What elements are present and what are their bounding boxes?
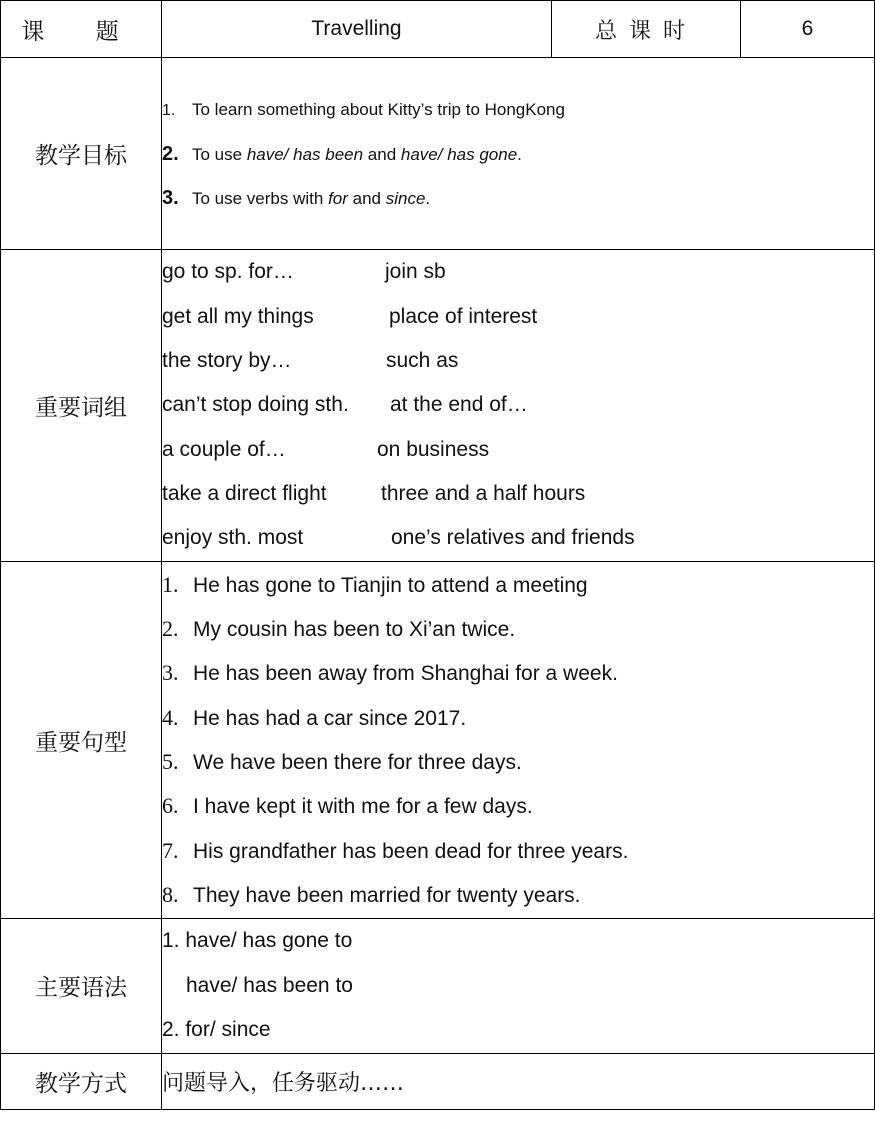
sentence-item: 2. My cousin has been to Xi’an twice. xyxy=(162,616,516,642)
sentence-item: 3. He has been away from Shanghai for a week. xyxy=(162,660,618,686)
sentences-label: 重要句型 xyxy=(1,562,162,919)
grammar-row xyxy=(1,919,875,1054)
grammar-line: 2. for/ since xyxy=(162,1018,271,1041)
phrase-pair: get all my things place of interest xyxy=(162,304,538,328)
grammar-content xyxy=(162,919,875,1054)
phrase-pair: can’t stop doing sth. at the end of… xyxy=(162,393,528,417)
sentence-item: 5. We have been there for three days. xyxy=(162,749,522,774)
method-row xyxy=(1,1053,875,1109)
sentence-item: 8. They have been married for twenty years. xyxy=(162,881,581,907)
total-hours-value: 6 xyxy=(741,1,875,58)
topic-label: 课 题 xyxy=(1,1,162,58)
objective-item: 1. To learn something about Kitty’s trip to HongKong xyxy=(162,99,565,119)
phrase-pair: take a direct flight three and a half hours xyxy=(162,481,586,505)
total-hours-label: 总课时 xyxy=(552,1,741,58)
sentence-item: 1. He has gone to Tianjin to attend a meeting xyxy=(162,571,588,597)
method-label: 教学方式 xyxy=(1,1053,162,1109)
grammar-line: 1. have/ has gone to xyxy=(162,929,353,952)
sentence-item: 7. His grandfather has been dead for three years. xyxy=(162,837,629,863)
method-value: 问题导入，任务驱动…… xyxy=(162,1053,875,1109)
objectives-row xyxy=(1,58,875,250)
objectives-label: 教学目标 xyxy=(1,58,162,250)
header-row xyxy=(1,1,875,58)
sentences-row xyxy=(1,562,875,919)
sentences-content xyxy=(162,562,875,919)
phrases-label: 重要词组 xyxy=(1,250,162,562)
phrases-row xyxy=(1,250,875,562)
sentence-item: 4. He has had a car since 2017. xyxy=(162,704,467,730)
objectives-content xyxy=(162,58,875,250)
grammar-line: have/ has been to xyxy=(186,973,353,997)
phrase-pair: enjoy sth. most one’s relatives and friends xyxy=(162,526,635,550)
phrase-pair: go to sp. for… join sb xyxy=(162,260,446,284)
phrase-pair: the story by… such as xyxy=(162,349,459,373)
sentence-item: 6. I have kept it with me for a few days. xyxy=(162,793,533,819)
phrases-content xyxy=(162,250,875,562)
phrase-pair: a couple of… on business xyxy=(162,437,490,461)
grammar-label: 主要语法 xyxy=(1,919,162,1054)
topic-value: Travelling xyxy=(162,1,552,58)
objective-item: 3. To use verbs with for and since. xyxy=(162,186,431,209)
objective-item: 2. To use have/ has been and have/ has gone. xyxy=(162,142,522,165)
